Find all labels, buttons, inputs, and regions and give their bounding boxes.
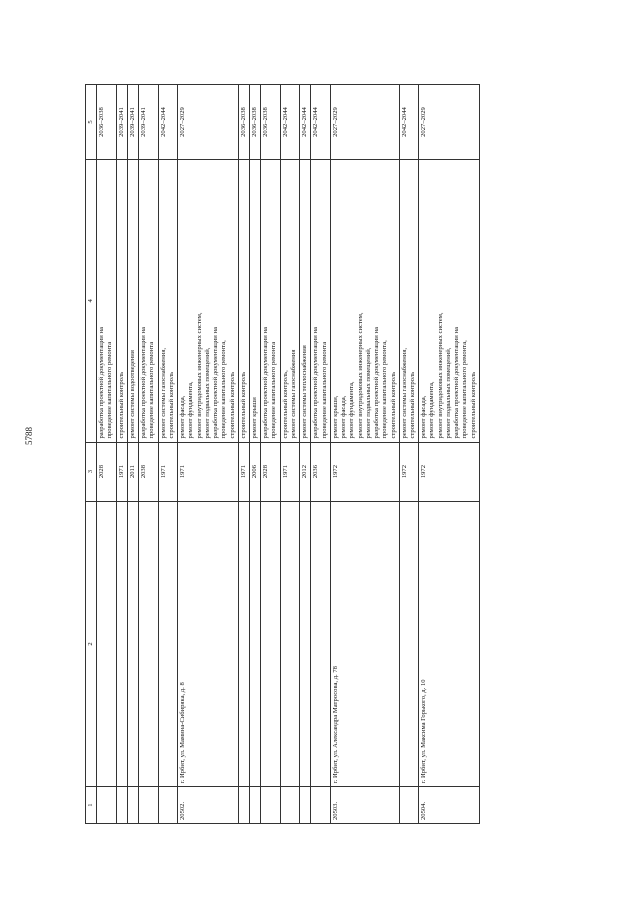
work-type-cell <box>97 160 116 443</box>
row-number-cell <box>127 787 138 824</box>
work-type-line: строительный контроль <box>239 371 247 439</box>
header-col-4: 4 <box>86 160 97 443</box>
work-type-line: ремонт системы теплоснабжения <box>301 345 309 439</box>
work-type-line: ремонт подвальных помещений, <box>364 347 372 439</box>
work-type-line: проведение капитального ремонта <box>148 341 156 439</box>
header-col-1: 1 <box>86 787 97 824</box>
work-type-cell <box>116 160 127 443</box>
address-cell <box>97 501 116 787</box>
address-cell: г. Ирбит, ул. Александра Матросова, д. 78 <box>330 501 399 787</box>
header-col-3: 3 <box>86 442 97 501</box>
year-cell: 1971 <box>178 442 239 501</box>
address-cell <box>249 501 260 787</box>
address-cell <box>238 501 249 787</box>
period-cell: 2039–2041 <box>116 85 127 160</box>
year-cell: 2038 <box>139 442 158 501</box>
work-type-line: строительный контроль <box>389 371 397 439</box>
period-cell: 2042–2044 <box>311 85 330 160</box>
work-type-cell <box>249 160 260 443</box>
period-cell: 2042–2044 <box>280 85 299 160</box>
row-number-cell <box>116 787 127 824</box>
work-type-cell <box>330 160 399 443</box>
address-cell <box>116 501 127 787</box>
address-cell: г. Ирбит, ул. Максима Горького, д. 10 <box>419 501 480 787</box>
period-cell: 2036–2038 <box>97 85 116 160</box>
work-type-line: ремонт фундамента, <box>428 381 436 439</box>
row-number-cell: 20503. <box>330 787 399 824</box>
row-number-cell <box>300 787 311 824</box>
year-cell: 2028 <box>97 442 116 501</box>
row-number-cell <box>311 787 330 824</box>
work-type-line: строительный контроль <box>167 371 175 439</box>
address-cell <box>280 501 299 787</box>
table-row <box>300 85 311 824</box>
work-type-line: разработка проектной документации на <box>212 327 220 439</box>
year-cell: 2012 <box>300 442 311 501</box>
table-row <box>249 85 260 824</box>
work-type-line: ремонт внутридомовых инженерных систем, <box>436 312 444 439</box>
table-row <box>116 85 127 824</box>
work-type-line: ремонт системы газоснабжения, <box>159 347 167 439</box>
row-number-cell <box>280 787 299 824</box>
page-number: 5788 <box>24 427 34 445</box>
year-cell: 2028 <box>261 442 280 501</box>
work-type-cell <box>419 160 480 443</box>
work-type-line: ремонт подвальных помещений, <box>203 347 211 439</box>
work-type-cell <box>311 160 330 443</box>
row-number-cell <box>261 787 280 824</box>
table-row <box>419 85 480 824</box>
work-type-line: ремонт фасада, <box>340 395 348 439</box>
work-type-line: проведение капитального ремонта <box>270 341 278 439</box>
work-type-line: проведение капитального ремонта <box>320 341 328 439</box>
repair-schedule-table <box>85 84 480 824</box>
work-type-cell <box>261 160 280 443</box>
table-row <box>139 85 158 824</box>
address-cell <box>261 501 280 787</box>
year-cell: 2036 <box>311 442 330 501</box>
work-type-line: ремонт фундамента, <box>348 381 356 439</box>
period-cell: 2042–2044 <box>399 85 418 160</box>
work-type-line: проведение капитального ремонта <box>106 341 114 439</box>
year-cell: 1971 <box>280 442 299 501</box>
work-type-line: строительный контроль <box>408 371 416 439</box>
work-type-line: разработка проектной документации на <box>373 327 381 439</box>
period-cell: 2042–2044 <box>300 85 311 160</box>
work-type-cell <box>178 160 239 443</box>
work-type-line: проведение капитального ремонта, <box>381 340 389 439</box>
work-type-line: ремонт крыши, <box>331 395 339 439</box>
table-row <box>158 85 177 824</box>
work-type-line: строительный контроль <box>228 371 236 439</box>
row-number-cell <box>158 787 177 824</box>
row-number-cell <box>399 787 418 824</box>
period-cell: 2042–2044 <box>158 85 177 160</box>
work-type-line: ремонт фундамента, <box>187 381 195 439</box>
table-row <box>178 85 239 824</box>
address-cell <box>127 501 138 787</box>
year-cell: 1971 <box>158 442 177 501</box>
table-row <box>311 85 330 824</box>
table-row <box>399 85 418 824</box>
work-type-line: ремонт фасада, <box>179 395 187 439</box>
address-cell <box>139 501 158 787</box>
work-type-line: ремонт подвальных помещений, <box>444 347 452 439</box>
work-type-cell <box>139 160 158 443</box>
table-row <box>238 85 249 824</box>
work-type-line: ремонт системы газоснабжения <box>289 349 297 439</box>
address-cell: г. Ирбит, ул. Мамина-Сибиряка, д. 8 <box>178 501 239 787</box>
work-type-line: строительный контроль <box>117 371 125 439</box>
work-type-cell <box>158 160 177 443</box>
work-type-line: проведение капитального ремонта, <box>220 340 228 439</box>
work-type-line: ремонт фасада, <box>420 395 428 439</box>
period-cell: 2036–2038 <box>238 85 249 160</box>
row-number-cell <box>249 787 260 824</box>
work-type-cell <box>238 160 249 443</box>
work-type-line: ремонт системы газоснабжения, <box>400 347 408 439</box>
header-col-2: 2 <box>86 501 97 787</box>
address-cell <box>158 501 177 787</box>
period-cell: 2027–2029 <box>330 85 399 160</box>
period-cell: 2039–2041 <box>139 85 158 160</box>
address-cell <box>311 501 330 787</box>
year-cell: 1972 <box>419 442 480 501</box>
work-type-line: строительный контроль <box>469 371 477 439</box>
work-type-line: разработка проектной документации на <box>140 327 148 439</box>
row-number-cell: 20502. <box>178 787 239 824</box>
table-row <box>97 85 116 824</box>
work-type-line: ремонт крыши <box>250 397 258 439</box>
year-cell: 2006 <box>249 442 260 501</box>
table-row <box>330 85 399 824</box>
row-number-cell: 20504. <box>419 787 480 824</box>
work-type-line: строительный контроль, <box>281 370 289 439</box>
period-cell: 2036–2038 <box>249 85 260 160</box>
year-cell: 1972 <box>399 442 418 501</box>
header-row <box>86 85 97 824</box>
address-cell <box>399 501 418 787</box>
row-number-cell <box>139 787 158 824</box>
work-type-line: разработка проектной документации на <box>262 327 270 439</box>
address-cell <box>300 501 311 787</box>
row-number-cell <box>238 787 249 824</box>
work-type-cell <box>399 160 418 443</box>
work-type-line: разработка проектной документации на <box>312 327 320 439</box>
table-row <box>127 85 138 824</box>
work-type-line: ремонт внутридомовых инженерных систем, <box>356 312 364 439</box>
period-cell: 2039–2041 <box>127 85 138 160</box>
period-cell: 2027–2029 <box>419 85 480 160</box>
work-type-line: разработка проектной документации на <box>98 327 106 439</box>
work-type-cell <box>127 160 138 443</box>
header-col-5: 5 <box>86 85 97 160</box>
period-cell: 2027–2029 <box>178 85 239 160</box>
period-cell: 2036–2038 <box>261 85 280 160</box>
work-type-line: ремонт внутридомовых инженерных систем, <box>195 312 203 439</box>
work-type-line: проведение капитального ремонта, <box>461 340 469 439</box>
row-number-cell <box>97 787 116 824</box>
year-cell: 1971 <box>116 442 127 501</box>
work-type-line: ремонт системы водоотведения <box>128 350 136 439</box>
work-type-line: разработка проектной документации на <box>453 327 461 439</box>
year-cell: 1971 <box>238 442 249 501</box>
work-type-cell <box>300 160 311 443</box>
rotated-table-container <box>85 84 619 824</box>
work-type-cell <box>280 160 299 443</box>
table-row <box>280 85 299 824</box>
year-cell: 2011 <box>127 442 138 501</box>
table-row <box>261 85 280 824</box>
year-cell: 1972 <box>330 442 399 501</box>
